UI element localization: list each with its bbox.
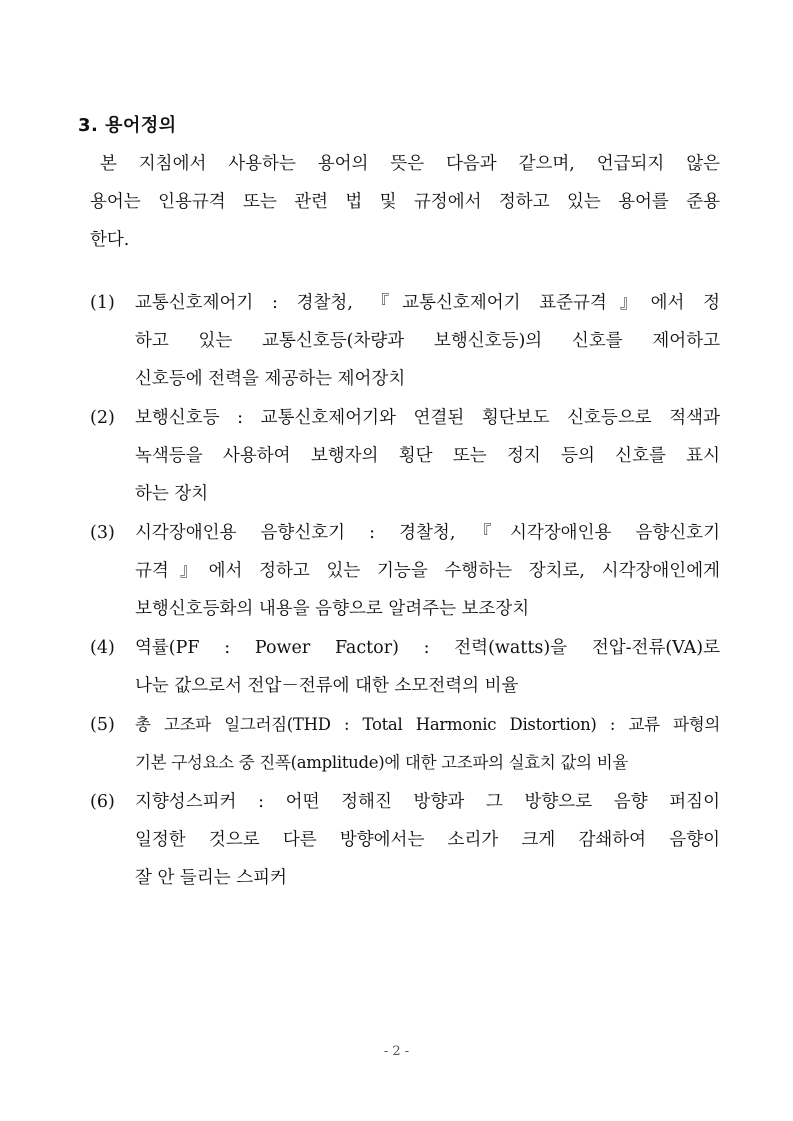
item-line: 보행신호등 : 교통신호제어기와 연결된 횡단보도 신호등으로 적색과 [135, 408, 720, 428]
item-line: 총 고조파 일그러짐(THD : Total Harmonic Distortion) : 교류 파형의 [135, 715, 720, 734]
definition-item [90, 783, 720, 897]
item-body [135, 399, 720, 513]
item-number: (4) [90, 638, 115, 658]
item-number: (3) [90, 523, 115, 543]
item-number: (5) [90, 715, 115, 735]
item-line: 역률(PF : Power Factor) : 전력(watts)을 전압-전류(VA)로 [135, 638, 720, 658]
item-line: 잘 안 들리는 스피커 [135, 868, 287, 888]
item-body [135, 629, 720, 705]
definition-item [90, 399, 720, 513]
item-line: 나눈 값으로서 전압－전류에 대한 소모전력의 비율 [135, 676, 519, 696]
definition-item [90, 706, 720, 782]
item-line: 신호등에 전력을 제공하는 제어장치 [135, 369, 406, 389]
intro-line: 본 지침에서 사용하는 용어의 뜻은 다음과 같으며, 언급되지 않은 [100, 154, 720, 174]
item-line: 녹색등을 사용하여 보행자의 횡단 또는 정지 등의 신호를 표시 [135, 446, 720, 466]
item-line: 보행신호등화의 내용을 음향으로 알려주는 보조장치 [135, 599, 530, 619]
intro-paragraph [90, 145, 720, 259]
item-body [135, 514, 720, 628]
definition-item [90, 629, 720, 705]
intro-line: 한다. [90, 230, 130, 250]
item-number: (2) [90, 408, 115, 428]
item-line: 하는 장치 [135, 484, 209, 504]
item-body [135, 706, 720, 782]
item-line: 일정한 것으로 다른 방향에서는 소리가 크게 감쇄하여 음향이 [135, 830, 720, 850]
item-number: (1) [90, 293, 115, 313]
item-number: (6) [90, 792, 115, 812]
section-heading: 3. 용어정의 [78, 115, 177, 136]
item-line: 시각장애인용 음향신호기 : 경찰청,『시각장애인용 음향신호기 [135, 523, 720, 543]
definition-item [90, 284, 720, 398]
item-line: 지향성스피커 : 어떤 정해진 방향과 그 방향으로 음향 퍼짐이 [135, 792, 720, 812]
item-body [135, 783, 720, 897]
item-line: 교통신호제어기 : 경찰청, 『교통신호제어기 표준규격』에서 정 [135, 293, 720, 313]
item-body [135, 284, 720, 398]
item-line: 기본 구성요소 중 진폭(amplitude)에 대한 고조파의 실효치 값의 비율 [135, 753, 629, 772]
item-line: 하고 있는 교통신호등(차량과 보행신호등)의 신호를 제어하고 [135, 331, 720, 351]
definition-item [90, 514, 720, 628]
item-line: 규격』에서 정하고 있는 기능을 수행하는 장치로, 시각장애인에게 [135, 561, 720, 581]
page-number: - 2 - [383, 1044, 410, 1059]
intro-line: 용어는 인용규격 또는 관련 법 및 규정에서 정하고 있는 용어를 준용 [90, 192, 720, 212]
